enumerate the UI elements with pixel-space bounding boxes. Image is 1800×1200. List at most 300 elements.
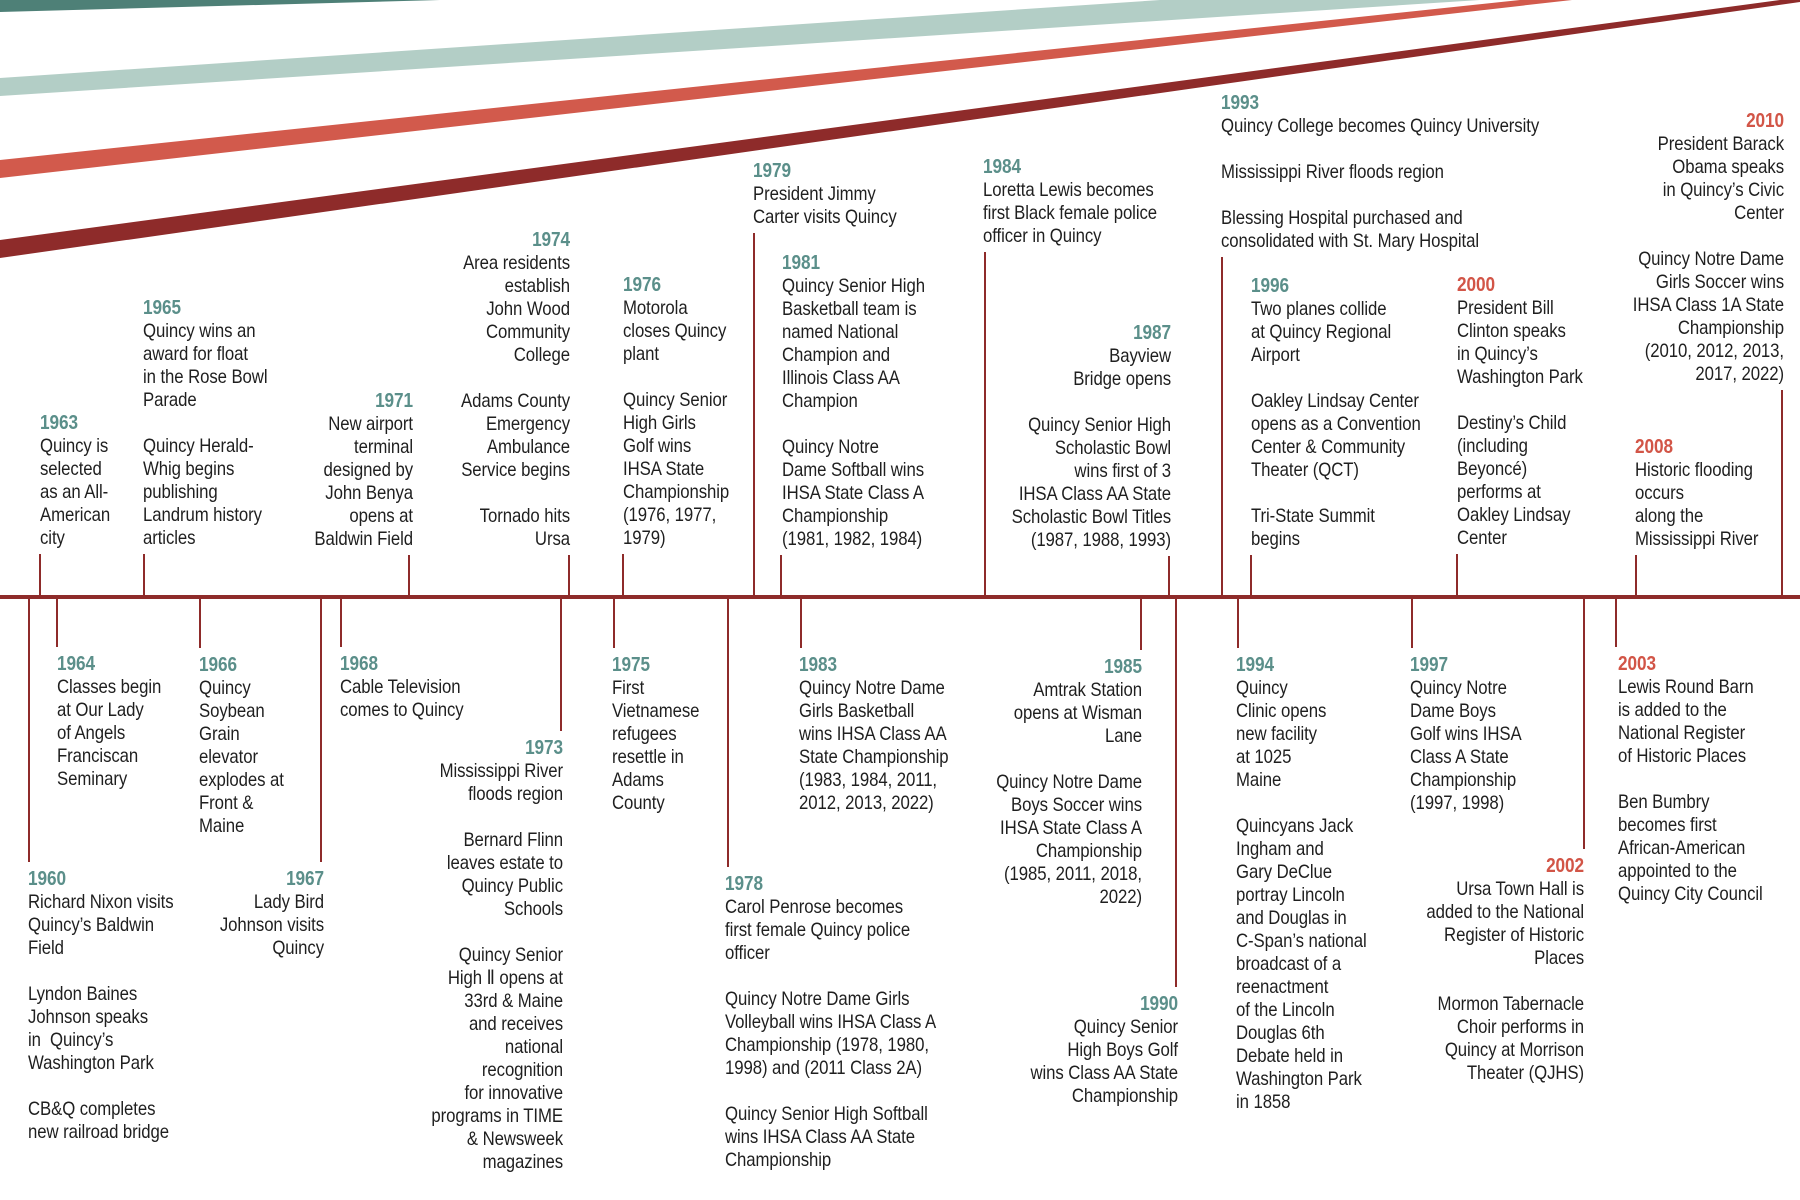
event-tick-1983 — [800, 599, 802, 648]
event-tick-1979 — [753, 233, 755, 595]
event-text-line: officer in Quincy — [983, 225, 1102, 247]
event-text-line: Ben Bumbry — [1618, 791, 1710, 813]
event-text-line: comes to Quincy — [340, 699, 464, 721]
event-tick-1978 — [727, 599, 729, 867]
event-text-line: begins — [1251, 528, 1300, 550]
event-year: 1974 — [532, 229, 570, 251]
event-text-line: new facility — [1236, 723, 1317, 745]
event-year: 1965 — [143, 297, 181, 319]
event-text-line: Scholastic Bowl — [1054, 437, 1171, 459]
event-text-line: Champion — [782, 390, 858, 412]
event-year: 1985 — [1104, 656, 1142, 678]
event-text-line: Mormon Tabernacle — [1437, 993, 1584, 1015]
event-text-line: Quincy College becomes Quincy University — [1221, 115, 1540, 137]
event-tick-1960 — [28, 599, 30, 862]
event-text-line: in 1858 — [1236, 1091, 1291, 1113]
event-text-line: Quincy Senior High Softball — [725, 1103, 928, 1125]
event-text-line: Championship — [1071, 1085, 1178, 1107]
event-year: 1967 — [286, 868, 324, 890]
event-text-line: Washington Park — [1236, 1068, 1362, 1090]
event-text-line: IHSA State Class A — [999, 817, 1142, 839]
event-text-line: (1983, 1984, 2011, — [799, 769, 938, 791]
event-year: 1979 — [753, 160, 791, 182]
event-1984 — [983, 156, 1158, 248]
event-text-line: explodes at — [199, 769, 284, 791]
event-text-line: portray Lincoln — [1236, 884, 1345, 906]
event-text-line: wins Class AA State — [1030, 1062, 1178, 1084]
event-text-line: County — [612, 792, 665, 814]
event-text-line: Quincy Notre Dame Girls — [725, 988, 910, 1010]
event-text-line: as an All- — [40, 481, 109, 503]
event-text-line: Adams County — [461, 390, 570, 412]
event-text-line: Quincy Senior — [1073, 1016, 1178, 1038]
event-text-line: recognition — [481, 1059, 563, 1081]
event-year: 1971 — [375, 390, 413, 412]
event-text-line: opens at Wisman — [1013, 702, 1142, 724]
event-1983 — [799, 654, 971, 815]
event-1979 — [753, 160, 925, 229]
event-text-line: (1976, 1977, — [623, 504, 717, 526]
event-text-line: Richard Nixon visits — [28, 891, 174, 913]
event-text-line: Obama speaks — [1672, 156, 1784, 178]
event-text-line: Two planes collide — [1251, 298, 1387, 320]
event-text-line: new railroad bridge — [28, 1121, 169, 1143]
event-year: 1993 — [1221, 92, 1259, 114]
event-text-line: (1997, 1998) — [1410, 792, 1505, 814]
event-text-line: Front & — [199, 792, 254, 814]
event-text-line: in the Rose Bowl — [143, 366, 268, 388]
event-text-line: at 1025 — [1236, 746, 1292, 768]
event-tick-1975 — [613, 599, 615, 648]
event-text-line: Amtrak Station — [1033, 679, 1142, 701]
event-1968 — [340, 653, 512, 722]
event-text-line: Quincy Senior — [623, 389, 728, 411]
event-text-line: Franciscan — [57, 745, 139, 767]
event-text-line: Center — [1734, 202, 1784, 224]
event-text-line: Maine — [1236, 769, 1282, 791]
event-text-line: at Our Lady — [57, 699, 144, 721]
stripe-teal-top — [0, 0, 440, 12]
event-year: 1960 — [28, 868, 66, 890]
event-text-line: (1987, 1988, 1993) — [1030, 529, 1171, 551]
event-text-line: 33rd & Maine — [464, 990, 563, 1012]
event-year: 1994 — [1236, 654, 1274, 676]
event-text-line: Championship — [1677, 317, 1784, 339]
event-text-line: (including — [1457, 435, 1528, 457]
timeline-axis — [0, 595, 1800, 599]
event-year: 2002 — [1546, 855, 1584, 877]
event-text-line: CB&Q completes — [28, 1098, 156, 1120]
event-text-line: floods region — [468, 783, 563, 805]
event-text-line: selected — [40, 458, 102, 480]
event-text-line: publishing — [143, 481, 218, 503]
event-text-line: in Quincy’s — [28, 1029, 114, 1051]
event-tick-1966 — [199, 599, 201, 648]
event-text-line: terminal — [354, 436, 413, 458]
event-text-line: wins first of 3 — [1074, 460, 1171, 482]
event-1973 — [391, 737, 563, 1174]
event-tick-2000 — [1456, 554, 1458, 595]
event-text-line: at Quincy Regional — [1251, 321, 1392, 343]
event-text-line: Tri-State Summit — [1251, 505, 1375, 527]
event-text-line: Classes begin — [57, 676, 162, 698]
event-text-line: Carol Penrose becomes — [725, 896, 904, 918]
event-tick-2010 — [1781, 390, 1783, 595]
event-text-line: Whig begins — [143, 458, 235, 480]
event-text-line: Debate held in — [1236, 1045, 1343, 1067]
event-year: 1966 — [199, 654, 237, 676]
event-text-line: Class A State — [1410, 746, 1509, 768]
event-year: 1963 — [40, 412, 78, 434]
event-year: 1975 — [612, 654, 650, 676]
event-text-line: Quincy Notre Dame — [996, 771, 1142, 793]
event-text-line: 2022) — [1099, 886, 1142, 908]
event-year: 1990 — [1140, 993, 1178, 1015]
event-text-line: Clinton speaks — [1457, 320, 1566, 342]
event-text-line: Quincy — [272, 937, 324, 959]
event-text-line: College — [513, 344, 570, 366]
event-text-line: and Douglas in — [1236, 907, 1347, 929]
event-text-line: Area residents — [463, 252, 570, 274]
event-year: 1996 — [1251, 275, 1289, 297]
event-text-line: IHSA Class AA State — [1018, 483, 1171, 505]
event-text-line: Golf wins — [623, 435, 692, 457]
event-text-line: (1985, 2011, 2018, — [1003, 863, 1142, 885]
stripe-light-teal — [0, 0, 1480, 96]
event-tick-1990 — [1175, 599, 1177, 987]
event-text-line: Motorola — [623, 297, 688, 319]
event-tick-1963 — [39, 554, 41, 595]
event-1993 — [1221, 92, 1540, 253]
event-text-line: plant — [623, 343, 659, 365]
event-text-line: establish — [504, 275, 570, 297]
event-text-line: Quincy — [199, 677, 251, 699]
event-tick-2002 — [1583, 599, 1585, 849]
event-text-line: Blessing Hospital purchased and — [1221, 207, 1463, 229]
event-text-line: (2010, 2012, 2013, — [1644, 340, 1784, 362]
event-text-line: Landrum history — [143, 504, 262, 526]
event-text-line: Center & Community — [1251, 436, 1406, 458]
event-text-line: Theater (QJHS) — [1466, 1062, 1584, 1084]
event-text-line: broadcast of a — [1236, 953, 1342, 975]
event-text-line: Champion and — [782, 344, 891, 366]
event-year: 1997 — [1410, 654, 1448, 676]
event-text-line: Quincy — [1236, 677, 1288, 699]
event-text-line: Places — [1534, 947, 1584, 969]
event-text-line: Lewis Round Barn — [1618, 676, 1754, 698]
event-1990 — [1006, 993, 1178, 1108]
event-text-line: Historic flooding — [1635, 459, 1753, 481]
event-text-line: Quincy’s Baldwin — [28, 914, 155, 936]
event-text-line: Seminary — [57, 768, 128, 790]
event-text-line: Beyoncé) — [1457, 458, 1528, 480]
event-text-line: wins IHSA Class AA State — [725, 1126, 915, 1148]
event-text-line: American — [40, 504, 111, 526]
event-1971 — [241, 390, 413, 551]
event-text-line: Quincy City Council — [1618, 883, 1763, 905]
event-text-line: Johnson speaks — [28, 1006, 148, 1028]
event-tick-2008 — [1635, 555, 1637, 595]
event-text-line: Ingham and — [1236, 838, 1324, 860]
event-text-line: Grain — [199, 723, 240, 745]
event-2008 — [1635, 436, 1800, 551]
event-text-line: Loretta Lewis becomes — [983, 179, 1154, 201]
event-text-line: is added to the — [1618, 699, 1727, 721]
event-text-line: Lane — [1105, 725, 1142, 747]
event-text-line: in Quincy’s Civic — [1662, 179, 1784, 201]
event-text-line: Center — [1457, 527, 1507, 549]
event-tick-1987 — [1168, 556, 1170, 595]
event-text-line: closes Quincy — [623, 320, 727, 342]
event-year: 2000 — [1457, 274, 1495, 296]
event-text-line: John Wood — [486, 298, 570, 320]
event-tick-1976 — [622, 554, 624, 595]
event-text-line: Mississippi River floods region — [1221, 161, 1444, 183]
event-1981 — [782, 252, 954, 551]
event-text-line: Service begins — [461, 459, 570, 481]
event-text-line: leaves estate to — [446, 852, 563, 874]
event-text-line: resettle in — [612, 746, 684, 768]
event-text-line: Quincy Notre Dame — [1638, 248, 1784, 270]
event-text-line: Championship — [1410, 769, 1517, 791]
event-1994 — [1236, 654, 1408, 1114]
event-text-line: Clinic opens — [1236, 700, 1327, 722]
event-text-line: for innovative — [464, 1082, 563, 1104]
event-text-line: Washington Park — [1457, 366, 1583, 388]
event-text-line: African-American — [1618, 837, 1746, 859]
event-text-line: named National — [782, 321, 899, 343]
event-text-line: of Historic Places — [1618, 745, 1747, 767]
event-text-line: Destiny’s Child — [1457, 412, 1567, 434]
event-text-line: 1979) — [623, 527, 666, 549]
event-text-line: Quincy Herald- — [143, 435, 254, 457]
event-text-line: officer — [725, 942, 770, 964]
event-text-line: Mississippi River — [1635, 528, 1759, 550]
event-text-line: of Angels — [57, 722, 126, 744]
event-text-line: Ambulance — [486, 436, 570, 458]
event-text-line: State Championship — [799, 746, 949, 768]
event-text-line: President Barack — [1657, 133, 1784, 155]
event-year: 2008 — [1635, 436, 1673, 458]
event-tick-1985 — [1140, 599, 1142, 650]
event-year: 1987 — [1133, 322, 1171, 344]
event-text-line: High Girls — [623, 412, 696, 434]
event-text-line: IHSA State Class A — [782, 482, 925, 504]
event-2003 — [1618, 653, 1790, 906]
event-text-line: Quincyans Jack — [1236, 815, 1354, 837]
event-text-line: Ursa — [534, 528, 570, 550]
event-text-line: Quincy Notre — [782, 436, 879, 458]
event-text-line: 2012, 2013, 2022) — [799, 792, 934, 814]
event-text-line: Quincy Public — [461, 875, 563, 897]
event-text-line: 2017, 2022) — [1695, 363, 1784, 385]
event-text-line: Girls Basketball — [799, 700, 915, 722]
event-tick-1965 — [143, 554, 145, 595]
event-text-line: national — [504, 1036, 563, 1058]
event-text-line: magazines — [482, 1151, 563, 1173]
event-text-line: Schools — [503, 898, 563, 920]
event-1997 — [1410, 654, 1582, 815]
event-text-line: Quincy Notre Dame — [799, 677, 945, 699]
event-tick-1994 — [1237, 599, 1239, 648]
event-text-line: High Boys Golf — [1067, 1039, 1178, 1061]
event-tick-1997 — [1411, 599, 1413, 648]
event-year: 2010 — [1746, 110, 1784, 132]
event-tick-1996 — [1250, 555, 1252, 595]
event-text-line: Scholastic Bowl Titles — [1011, 506, 1171, 528]
event-text-line: New airport — [328, 413, 413, 435]
event-text-line: Community — [485, 321, 570, 343]
event-text-line: Quincy at Morrison — [1444, 1039, 1584, 1061]
event-text-line: award for float — [143, 343, 248, 365]
event-text-line: Mississippi River — [439, 760, 563, 782]
event-tick-1993 — [1221, 257, 1223, 595]
event-text-line: Bayview — [1109, 345, 1171, 367]
event-text-line: Tornado hits — [479, 505, 570, 527]
event-tick-1971 — [408, 555, 410, 595]
event-text-line: programs in TIME — [431, 1105, 563, 1127]
event-text-line: First — [612, 677, 645, 699]
event-tick-1973 — [560, 599, 562, 731]
event-text-line: consolidated with St. Mary Hospital — [1221, 230, 1479, 252]
event-2002 — [1412, 855, 1584, 1085]
event-1985 — [970, 656, 1142, 909]
event-tick-1984 — [984, 252, 986, 595]
event-tick-1968 — [340, 599, 342, 647]
event-tick-1967 — [320, 599, 322, 862]
event-text-line: wins IHSA Class AA — [799, 723, 947, 745]
event-text-line: Championship — [782, 505, 889, 527]
event-text-line: Johnson visits — [219, 914, 324, 936]
event-text-line: Lyndon Baines — [28, 983, 138, 1005]
event-2000 — [1457, 274, 1629, 550]
event-text-line: added to the National — [1426, 901, 1584, 923]
event-text-line: Lady Bird — [253, 891, 324, 913]
event-year: 1968 — [340, 653, 378, 675]
event-text-line: Oakley Lindsay Center — [1251, 390, 1419, 412]
event-text-line: articles — [143, 527, 196, 549]
event-text-line: Quincy Senior — [458, 944, 563, 966]
event-text-line: first Black female police — [983, 202, 1158, 224]
event-text-line: IHSA Class 1A State — [1632, 294, 1784, 316]
event-text-line: elevator — [199, 746, 258, 768]
event-text-line: appointed to the — [1618, 860, 1737, 882]
event-text-line: Vietnamese — [612, 700, 700, 722]
event-1996 — [1251, 275, 1423, 551]
event-text-line: performs at — [1457, 481, 1541, 503]
event-1987 — [999, 322, 1171, 552]
event-tick-1981 — [780, 555, 782, 595]
event-text-line: Airport — [1251, 344, 1300, 366]
event-text-line: Quincy Notre — [1410, 677, 1507, 699]
event-text-line: Baldwin Field — [314, 528, 413, 550]
event-year: 1984 — [983, 156, 1021, 178]
event-text-line: Douglas 6th — [1236, 1022, 1325, 1044]
event-text-line: and receives — [468, 1013, 563, 1035]
event-text-line: Basketball team is — [782, 298, 917, 320]
event-year: 2003 — [1618, 653, 1656, 675]
event-text-line: Championship (1978, 1980, — [725, 1034, 929, 1056]
event-text-line: Boys Soccer wins — [1011, 794, 1142, 816]
event-text-line: Championship — [1035, 840, 1142, 862]
event-text-line: National Register — [1618, 722, 1746, 744]
event-text-line: Championship — [623, 481, 730, 503]
event-text-line: 1998) and (2011 Class 2A) — [725, 1057, 923, 1079]
event-text-line: Golf wins IHSA — [1410, 723, 1522, 745]
event-text-line: Emergency — [485, 413, 570, 435]
event-text-line: Adams — [612, 769, 664, 791]
event-text-line: first female Quincy police — [725, 919, 911, 941]
event-text-line: Bernard Flinn — [463, 829, 563, 851]
event-text-line: Quincy Senior High — [782, 275, 925, 297]
event-text-line: Bridge opens — [1073, 368, 1171, 390]
event-text-line: President Bill — [1457, 297, 1554, 319]
event-text-line: (1981, 1982, 1984) — [782, 528, 923, 550]
event-text-line: Quincy Senior High — [1028, 414, 1171, 436]
event-text-line: designed by — [323, 459, 413, 481]
event-text-line: becomes first — [1618, 814, 1717, 836]
event-text-line: Cable Television — [340, 676, 461, 698]
event-1975 — [612, 654, 784, 815]
event-tick-1974 — [568, 555, 570, 595]
event-tick-1964 — [56, 599, 58, 647]
event-text-line: Maine — [199, 815, 245, 837]
event-text-line: High Ⅱ opens at — [447, 967, 563, 989]
event-text-line: & Newsweek — [466, 1128, 563, 1150]
event-text-line: Choir performs in — [1456, 1016, 1584, 1038]
event-text-line: IHSA State — [623, 458, 705, 480]
event-text-line: city — [40, 527, 65, 549]
event-text-line: refugees — [612, 723, 677, 745]
event-text-line: Dame Softball wins — [782, 459, 924, 481]
event-1967 — [152, 868, 324, 960]
event-text-line: Ursa Town Hall is — [1456, 878, 1584, 900]
event-text-line: Field — [28, 937, 64, 959]
event-text-line: Girls Soccer wins — [1655, 271, 1784, 293]
event-year: 1973 — [525, 737, 563, 759]
event-year: 1964 — [57, 653, 95, 675]
event-text-line: Register of Historic — [1444, 924, 1584, 946]
event-text-line: Carter visits Quincy — [753, 206, 897, 228]
event-text-line: Oakley Lindsay — [1457, 504, 1571, 526]
event-1978 — [725, 873, 937, 1172]
event-text-line: Volleyball wins IHSA Class A — [725, 1011, 937, 1033]
event-text-line: Championship — [725, 1149, 832, 1171]
event-year: 1983 — [799, 654, 837, 676]
event-text-line: opens at — [349, 505, 413, 527]
event-text-line: occurs — [1635, 482, 1684, 504]
event-text-line: Illinois Class AA — [782, 367, 900, 389]
event-text-line: Parade — [143, 389, 197, 411]
event-2010 — [1612, 110, 1784, 386]
event-text-line: John Benya — [325, 482, 413, 504]
event-text-line: of the Lincoln — [1236, 999, 1335, 1021]
event-text-line: along the — [1635, 505, 1704, 527]
event-text-line: Theater (QCT) — [1251, 459, 1359, 481]
event-year: 1978 — [725, 873, 763, 895]
event-text-line: Washington Park — [28, 1052, 154, 1074]
event-year: 1981 — [782, 252, 820, 274]
event-text-line: Gary DeClue — [1236, 861, 1332, 883]
event-year: 1976 — [623, 274, 661, 296]
event-text-line: Quincy wins an — [143, 320, 256, 342]
event-text-line: in Quincy’s — [1457, 343, 1538, 365]
event-text-line: President Jimmy — [753, 183, 876, 205]
event-text-line: Quincy is — [40, 435, 109, 457]
event-1976 — [623, 274, 795, 550]
event-text-line: Soybean — [199, 700, 265, 722]
event-text-line: Dame Boys — [1410, 700, 1496, 722]
